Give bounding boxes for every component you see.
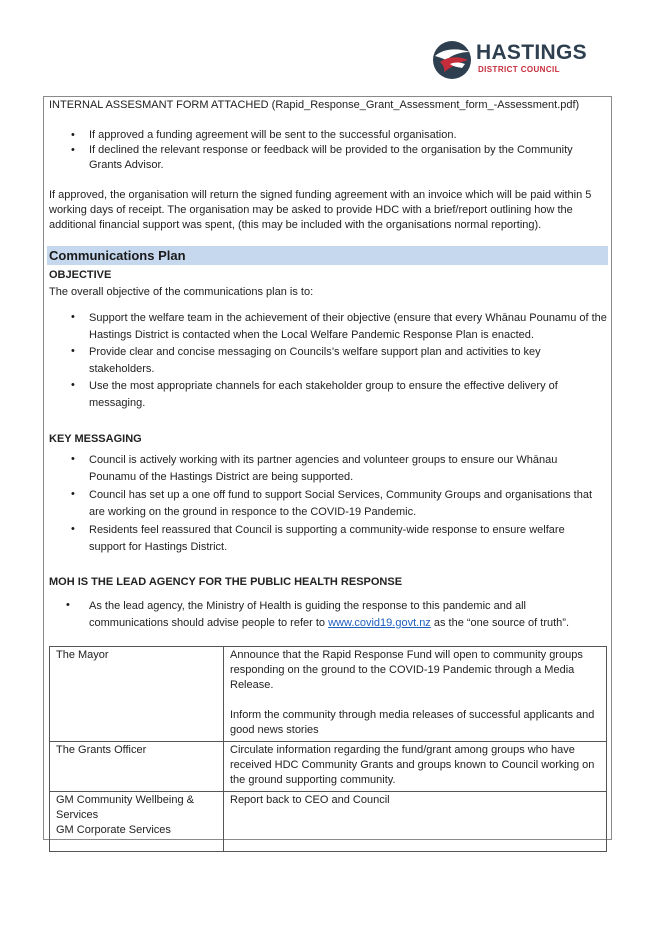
assessment-form-line: INTERNAL ASSESMANT FORM ATTACHED (Rapid_Response_Grant_Assessment_form_-Assessment.pdf) xyxy=(49,99,580,111)
assessment-bullet: If approved a funding agreement will be sent to the successful organisation. xyxy=(89,129,457,141)
role-text: GM Community Wellbeing & Services xyxy=(56,794,194,821)
hastings-logo xyxy=(432,36,612,86)
moh-heading: MOH IS THE LEAD AGENCY FOR THE PUBLIC HEALTH RESPONSE xyxy=(49,576,403,588)
moh-bullet xyxy=(89,598,601,632)
moh-text: As the lead agency, the Ministry of Health is guiding the response to this pandemic and all communications should advise people to refer to xyxy=(89,600,526,629)
section-title: Communications Plan xyxy=(49,248,186,263)
bullet-dot: • xyxy=(71,379,75,391)
action-cell xyxy=(224,647,607,742)
role-cell xyxy=(50,792,224,852)
logo-wordmark: HASTINGS xyxy=(476,41,587,64)
key-message-bullet: Council is actively working with its partner agencies and volunteer groups to ensure our Whānau Pounamu of the Hastings District are being supported. xyxy=(89,454,558,483)
objective-bullet: Provide clear and concise messaging on Councils’s welfare support plan and activities to key stakeholders. xyxy=(89,346,541,375)
logo-subtitle: DISTRICT COUNCIL xyxy=(478,65,560,74)
action-text: Circulate information regarding the fund/grant among groups who have received HDC Community Grants and groups known to Council working on the ground supporting community. xyxy=(230,744,595,786)
role-cell: The Grants Officer xyxy=(50,742,224,792)
key-message-bullet: Residents feel reassured that Council is supporting a community-wide response to ensure welfare support for Hastings District. xyxy=(89,524,565,553)
moh-text-end: as the “one source of truth”. xyxy=(433,617,570,629)
table-row xyxy=(50,742,607,792)
bullet-dot: • xyxy=(71,488,75,500)
hastings-bird-icon xyxy=(432,38,474,84)
table-row xyxy=(50,647,607,742)
action-cell xyxy=(224,792,607,852)
objective-heading: OBJECTIVE xyxy=(49,269,112,281)
action-cell xyxy=(224,742,607,792)
objective-bullet: Support the welfare team in the achievement of their objective (ensure that every Whānau Pounamu of the Hastings District is contacted when the Local Welfare Pandemic Response Plan is enacted. xyxy=(89,312,607,341)
roles-table xyxy=(49,646,607,852)
bullet-dot: • xyxy=(71,453,75,465)
action-text: Announce that the Rapid Response Fund will open to community groups responding on the ground to the COVID-19 Pandemic through a Media Release. xyxy=(230,649,583,691)
role-cell: The Mayor xyxy=(50,647,224,742)
action-text: Inform the community through media releases of successful applicants and good news stories xyxy=(230,709,595,736)
table-row xyxy=(50,792,607,852)
bullet-dot: • xyxy=(71,144,75,156)
action-text: Report back to CEO and Council xyxy=(230,794,390,806)
objective-intro: The overall objective of the communications plan is to: xyxy=(49,286,314,298)
assessment-bullet: If declined the relevant response or feedback will be provided to the organisation by the Community Grants Advisor. xyxy=(89,144,573,171)
key-message-bullet: Council has set up a one off fund to support Social Services, Community Groups and organisations that are working on the ground in responce to the COVID-19 Pandemic. xyxy=(89,489,593,518)
objective-bullet: Use the most appropriate channels for each stakeholder group to ensure the effective delivery of messaging. xyxy=(89,380,558,409)
bullet-dot: • xyxy=(66,599,70,611)
bullet-dot: • xyxy=(71,311,75,323)
key-messaging-heading: KEY MESSAGING xyxy=(49,433,142,445)
bullet-dot: • xyxy=(71,523,75,535)
bullet-dot: • xyxy=(71,345,75,357)
covid19-link[interactable]: www.covid19.govt.nz xyxy=(328,617,431,629)
assessment-paragraph: If approved, the organisation will return the signed funding agreement with an invoice which will be paid within 5 working days of receipt. The organisation may be asked to provide HDC with a brief/report outlining how the additional financial support was spent, (this may be included with the organisations normal reporting). xyxy=(49,189,592,231)
bullet-dot: • xyxy=(71,129,75,141)
role-text-2: GM Corporate Services xyxy=(56,824,171,836)
